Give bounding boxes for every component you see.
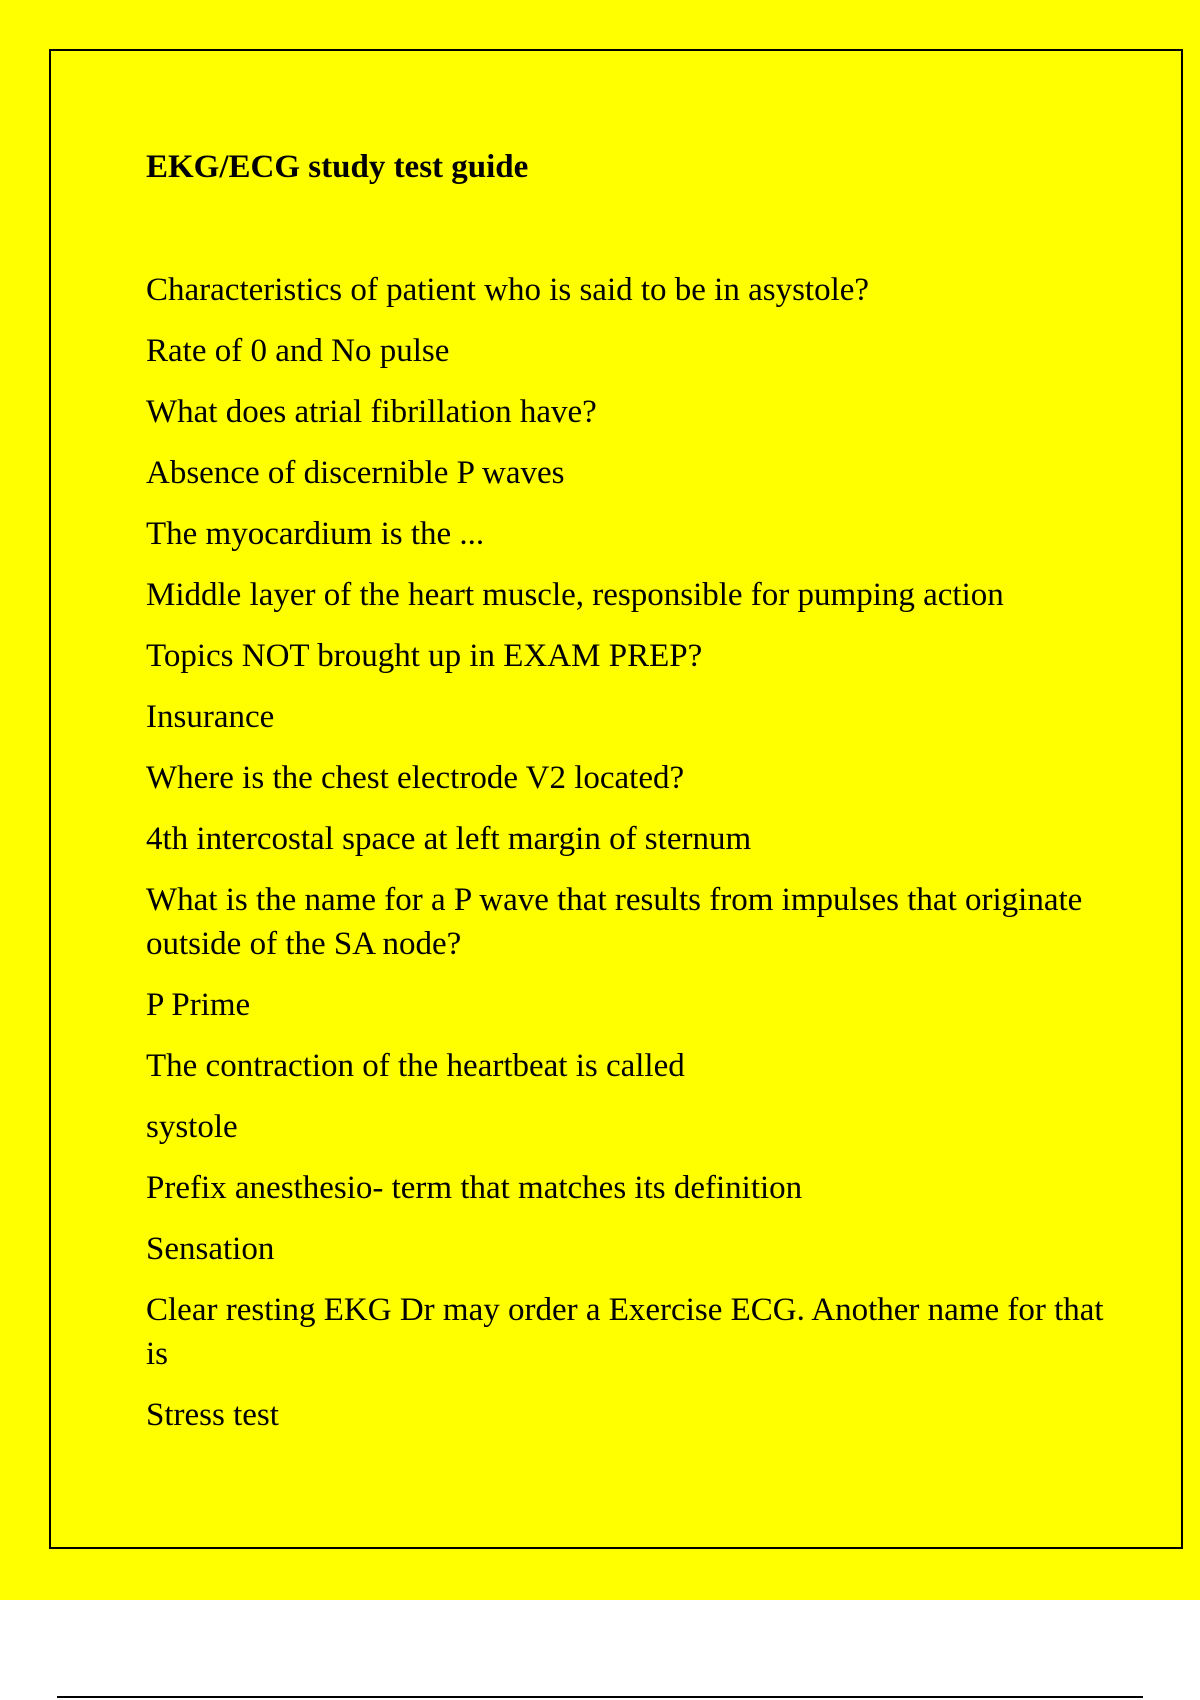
- question-text: Topics NOT brought up in EXAM PREP?: [146, 638, 703, 674]
- document-content: [146, 145, 1106, 1454]
- document-title: EKG/ECG study test guide: [146, 149, 529, 185]
- question-text: Where is the chest electrode V2 located?: [146, 760, 685, 796]
- answer-text: systole: [146, 1109, 238, 1145]
- question-text: Clear resting EKG Dr may order a Exercise ECG. Another name for that is: [146, 1292, 1104, 1372]
- question-text: Prefix anesthesio- term that matches its definition: [146, 1170, 803, 1206]
- footer-divider: [57, 1696, 1143, 1698]
- answer-text: Sensation: [146, 1231, 275, 1267]
- question-text: The contraction of the heartbeat is called: [146, 1048, 685, 1084]
- answer-text: Stress test: [146, 1397, 279, 1433]
- answer-text: Rate of 0 and No pulse: [146, 333, 450, 369]
- answer-text: P Prime: [146, 987, 251, 1023]
- question-text: What does atrial fibrillation have?: [146, 394, 597, 430]
- question-text: What is the name for a P wave that results from impulses that originate outside of the SA node?: [146, 882, 1083, 962]
- question-text: Characteristics of patient who is said to be in asystole?: [146, 272, 870, 308]
- answer-text: 4th intercostal space at left margin of sternum: [146, 821, 752, 857]
- question-text: The myocardium is the ...: [146, 516, 485, 552]
- answer-text: Insurance: [146, 699, 275, 735]
- answer-text: Absence of discernible P waves: [146, 455, 565, 491]
- answer-text: Middle layer of the heart muscle, responsible for pumping action: [146, 577, 1004, 613]
